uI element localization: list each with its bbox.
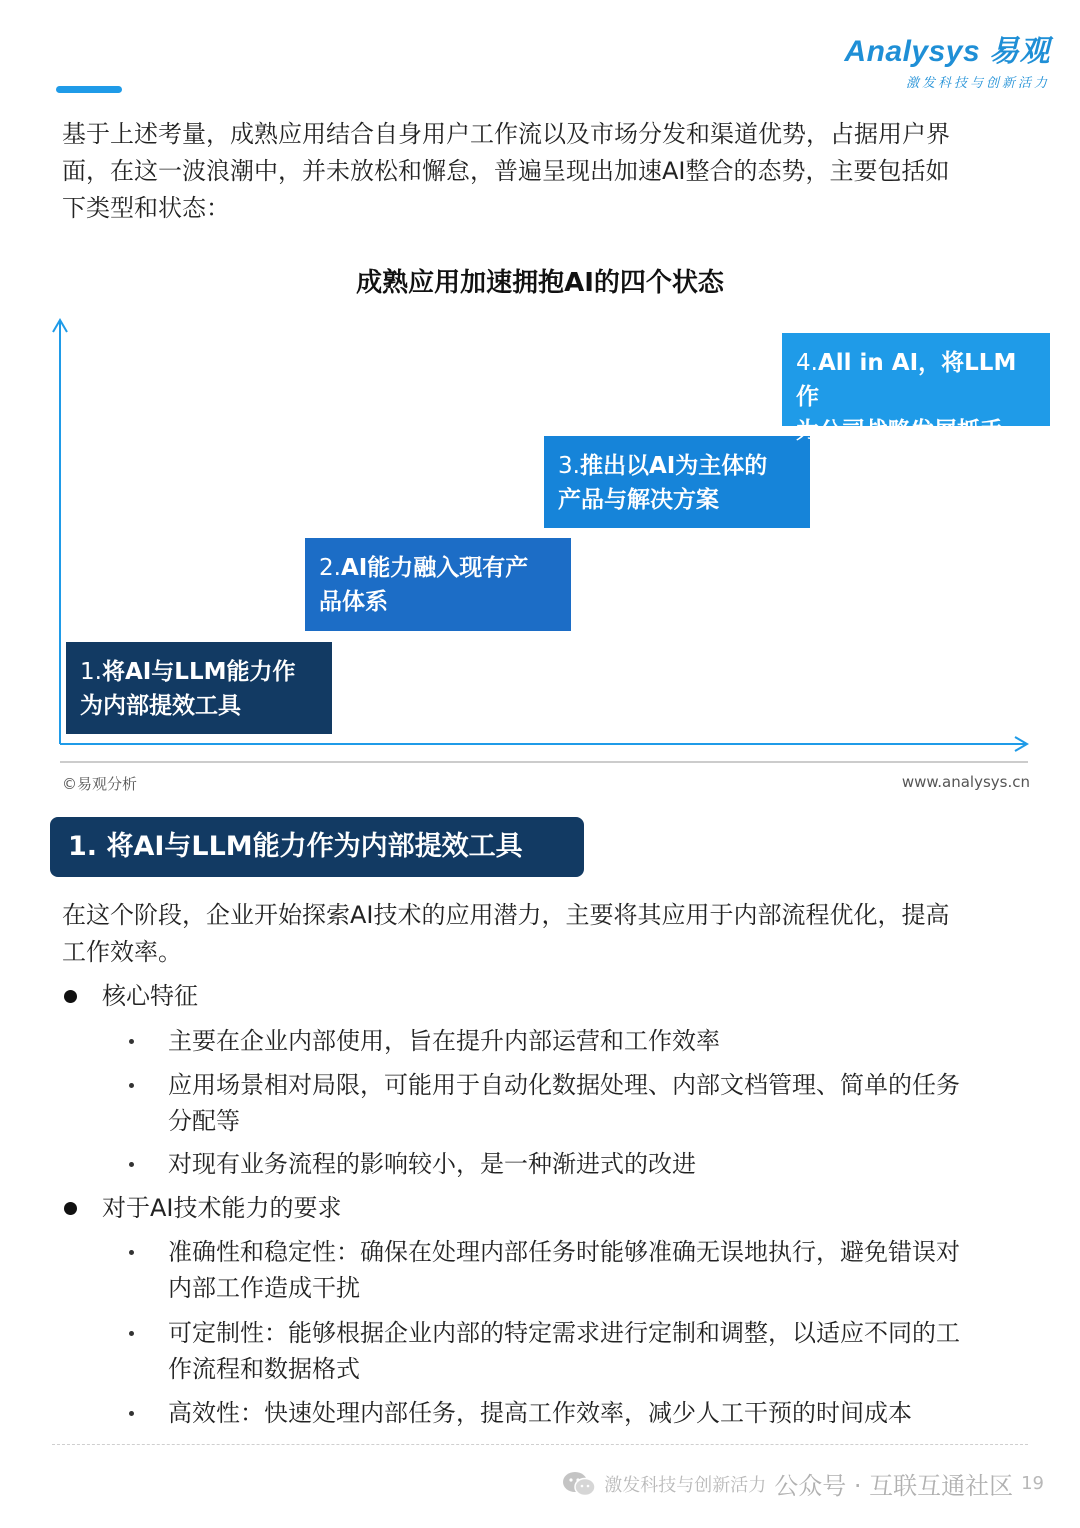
list-item-line: 应用场景相对局限，可能用于自动化数据处理、内部文档管理、简单的任务 [168, 1071, 960, 1099]
list-item-line: 主要在企业内部使用，旨在提升内部运营和工作效率 [168, 1027, 720, 1055]
bullet-dot [64, 990, 77, 1003]
list-item [168, 1023, 720, 1059]
step-3-box [544, 436, 810, 528]
logo-tagline: 激发科技与创新活力 [905, 76, 1050, 91]
page-number: 19 [1021, 1473, 1044, 1494]
footer-watermark [562, 1466, 1044, 1501]
step-number: 2. [319, 555, 341, 581]
list-item-line: 可定制性：能够根据企业内部的特定需求进行定制和调整，以适应不同的工 [168, 1319, 960, 1347]
list-item-line: 内部工作造成干扰 [168, 1274, 360, 1302]
list-item [168, 1067, 960, 1139]
sub-bullet-dot [129, 1039, 134, 1044]
section-heading: 1. 将AI与LLM能力作为内部提效工具 [50, 817, 584, 877]
step-2-box [305, 538, 571, 631]
step-label: 产品与解决方案 [558, 487, 719, 513]
sub-bullet-dot [129, 1411, 134, 1416]
step-label: 为内部提效工具 [80, 693, 241, 719]
section-intro-line: 工作效率。 [62, 938, 182, 966]
group-title: 核心特征 [102, 982, 198, 1010]
list-item-line: 高效性：快速处理内部任务，提高工作效率，减少人工干预的时间成本 [168, 1399, 912, 1427]
step-label: 推出以AI为主体的 [579, 453, 768, 479]
group-title: 对于AI技术能力的要求 [102, 1194, 342, 1222]
list-item [168, 1395, 912, 1431]
step-label: AI能力融入现有产 [340, 555, 529, 581]
diagram-title: 成熟应用加速拥抱AI的四个状态 [356, 268, 724, 298]
step-4-box [782, 333, 1050, 444]
list-item-line: 准确性和稳定性：确保在处理内部任务时能够准确无误地执行，避免错误对 [168, 1238, 960, 1266]
step-number: 1. [80, 659, 102, 685]
list-item [168, 1146, 696, 1182]
section-intro [62, 897, 1022, 971]
intro-line: 基于上述考量，成熟应用结合自身用户工作流以及市场分发和渠道优势，占据用户界 [62, 120, 950, 148]
intro-line: 面，在这一波浪潮中，并未放松和懈怠，普遍呈现出加速AI整合的态势，主要包括如 [62, 157, 950, 185]
step-label: 品体系 [319, 589, 388, 615]
watermark-text: 公众号 · 互联互通社区 [774, 1472, 1014, 1500]
list-item-line: 对现有业务流程的影响较小，是一种渐进式的改进 [168, 1150, 696, 1178]
source-credit: ©易观分析 [62, 775, 138, 793]
sub-bullet-dot [129, 1083, 134, 1088]
step-number: 3. [558, 453, 580, 479]
step-number: 4. [796, 350, 818, 376]
step-label: All in AI，将LLM作 [796, 350, 1017, 410]
step-1-box [66, 642, 332, 734]
section-intro-line: 在这个阶段，企业开始探索AI技术的应用潜力，主要将其应用于内部流程优化，提高 [62, 901, 950, 929]
step-label: 将AI与LLM能力作 [101, 659, 296, 685]
logo-text: Analysys 易观 [844, 35, 1050, 68]
list-item-line: 分配等 [168, 1107, 240, 1135]
bullet-dot [64, 1202, 77, 1215]
footer-small-text: 激发科技与创新活力 [604, 1474, 767, 1496]
list-item-line: 作流程和数据格式 [168, 1355, 360, 1383]
list-item [168, 1315, 960, 1387]
sub-bullet-dot [129, 1250, 134, 1255]
footer-divider [52, 1444, 1028, 1445]
list-item [168, 1234, 960, 1306]
wechat-icon [562, 1471, 596, 1497]
step-label: 为公司战略发展抓手 [796, 418, 1003, 444]
sub-bullet-dot [129, 1162, 134, 1167]
intro-line: 下类型和状态： [62, 194, 230, 222]
sub-bullet-dot [129, 1331, 134, 1336]
source-url: www.analysys.cn [901, 773, 1030, 791]
